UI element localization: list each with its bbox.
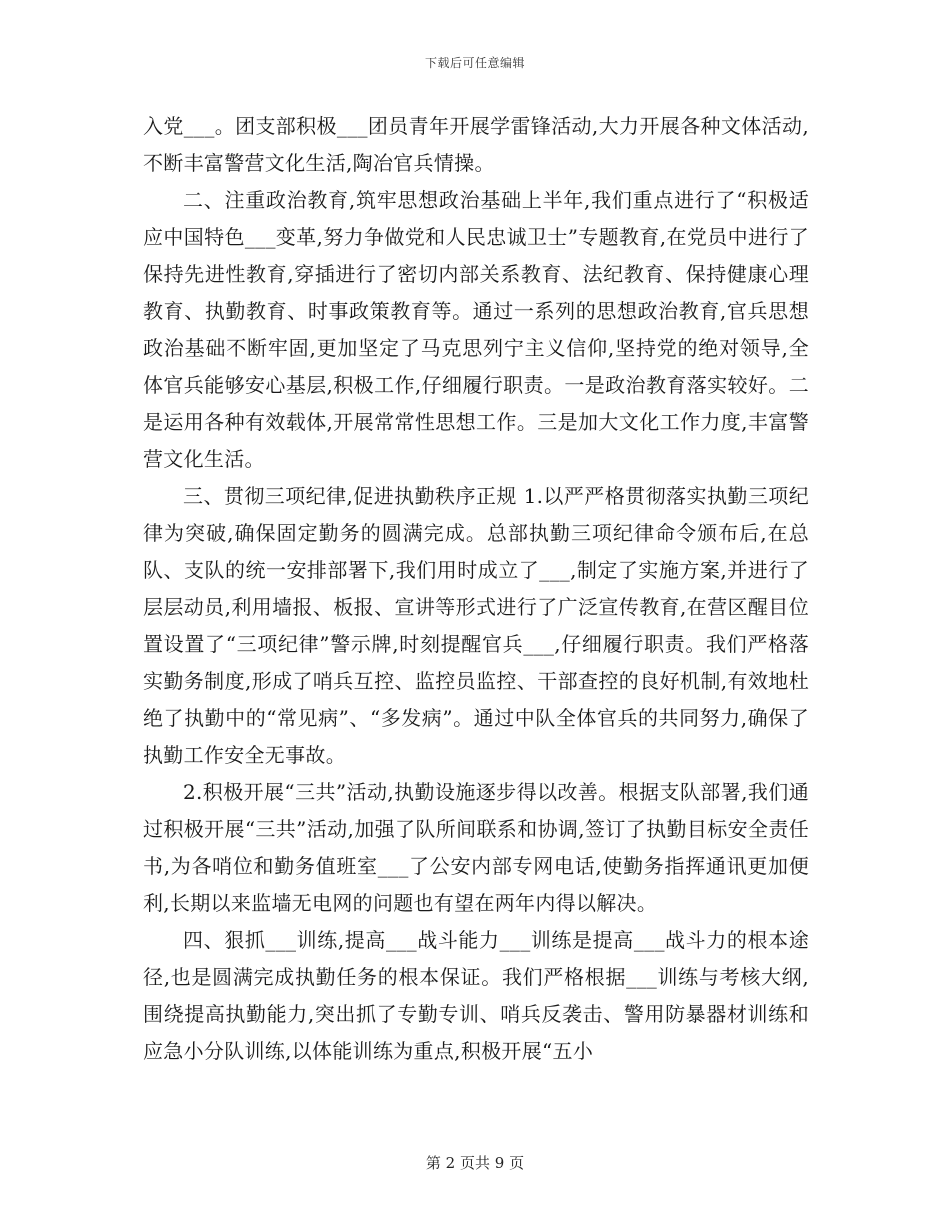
- page-footer: 第 2 页共 9 页: [425, 1154, 525, 1172]
- paragraph-5: 四、狠抓___训练,提高___战斗能力___训练是提高___战斗力的根本途径,也是圆满完成执勤任务的根本保证。我们严格根据___训练与考核大纲,围绕提高执勤能力,突出抓了专勤专训、哨兵反袭击、警用防暴器材训练和应急小分队训练,以体能训练为重点,积极开展“五小: [143, 928, 809, 1063]
- page-header: 下载后可任意编辑: [424, 56, 525, 70]
- document-body: [143, 108, 809, 1070]
- paragraph-4: 2.积极开展“三共”活动,执勤设施逐步得以改善。根据支队部署,我们通过积极开展“三共”活动,加强了队所间联系和协调,签订了执勤目标安全责任书,为各哨位和勤务值班室___了公安内部专网电话,使勤务指挥通讯更加便利,长期以来监墙无电网的问题也有望在两年内得以解决。: [143, 780, 809, 915]
- paragraph-2: 二、注重政治教育,筑牢思想政治基础上半年,我们重点进行了“积极适应中国特色___变革,努力争做党和人民忠诚卫士”专题教育,在党员中进行了保持先进性教育,穿插进行了密切内部关系教育、法纪教育、保持健康心理教育、执勤教育、时事政策教育等。通过一系列的思想政治教育,官兵思想政治基础不断牢固,更加坚定了马克思列宁主义信仰,坚持党的绝对领导,全体官兵能够安心基层,积极工作,仔细履行职责。一是政治教育落实较好。二是运用各种有效载体,开展常常性思想工作。三是加大文化工作力度,丰富警营文化生活。: [143, 188, 809, 471]
- paragraph-1: 入党___。团支部积极___团员青年开展学雷锋活动,大力开展各种文体活动,不断丰富警营文化生活,陶冶官兵情操。: [143, 114, 809, 175]
- paragraph-3: 三、贯彻三项纪律,促进执勤秩序正规 1.以严严格贯彻落实执勤三项纪律为突破,确保固定勤务的圆满完成。总部执勤三项纪律命令颁布后,在总队、支队的统一安排部署下,我们用时成立了___,制定了实施方案,并进行了层层动员,利用墙报、板报、宣讲等形式进行了广泛宣传教育,在营区醒目位置设置了“三项纪律”警示牌,时刻提醒官兵___,仔细履行职责。我们严格落实勤务制度,形成了哨兵互控、监控员监控、干部查控的良好机制,有效地杜绝了执勤中的“常见病”、“多发病”。通过中队全体官兵的共同努力,确保了执勤工作安全无事故。: [143, 484, 809, 767]
